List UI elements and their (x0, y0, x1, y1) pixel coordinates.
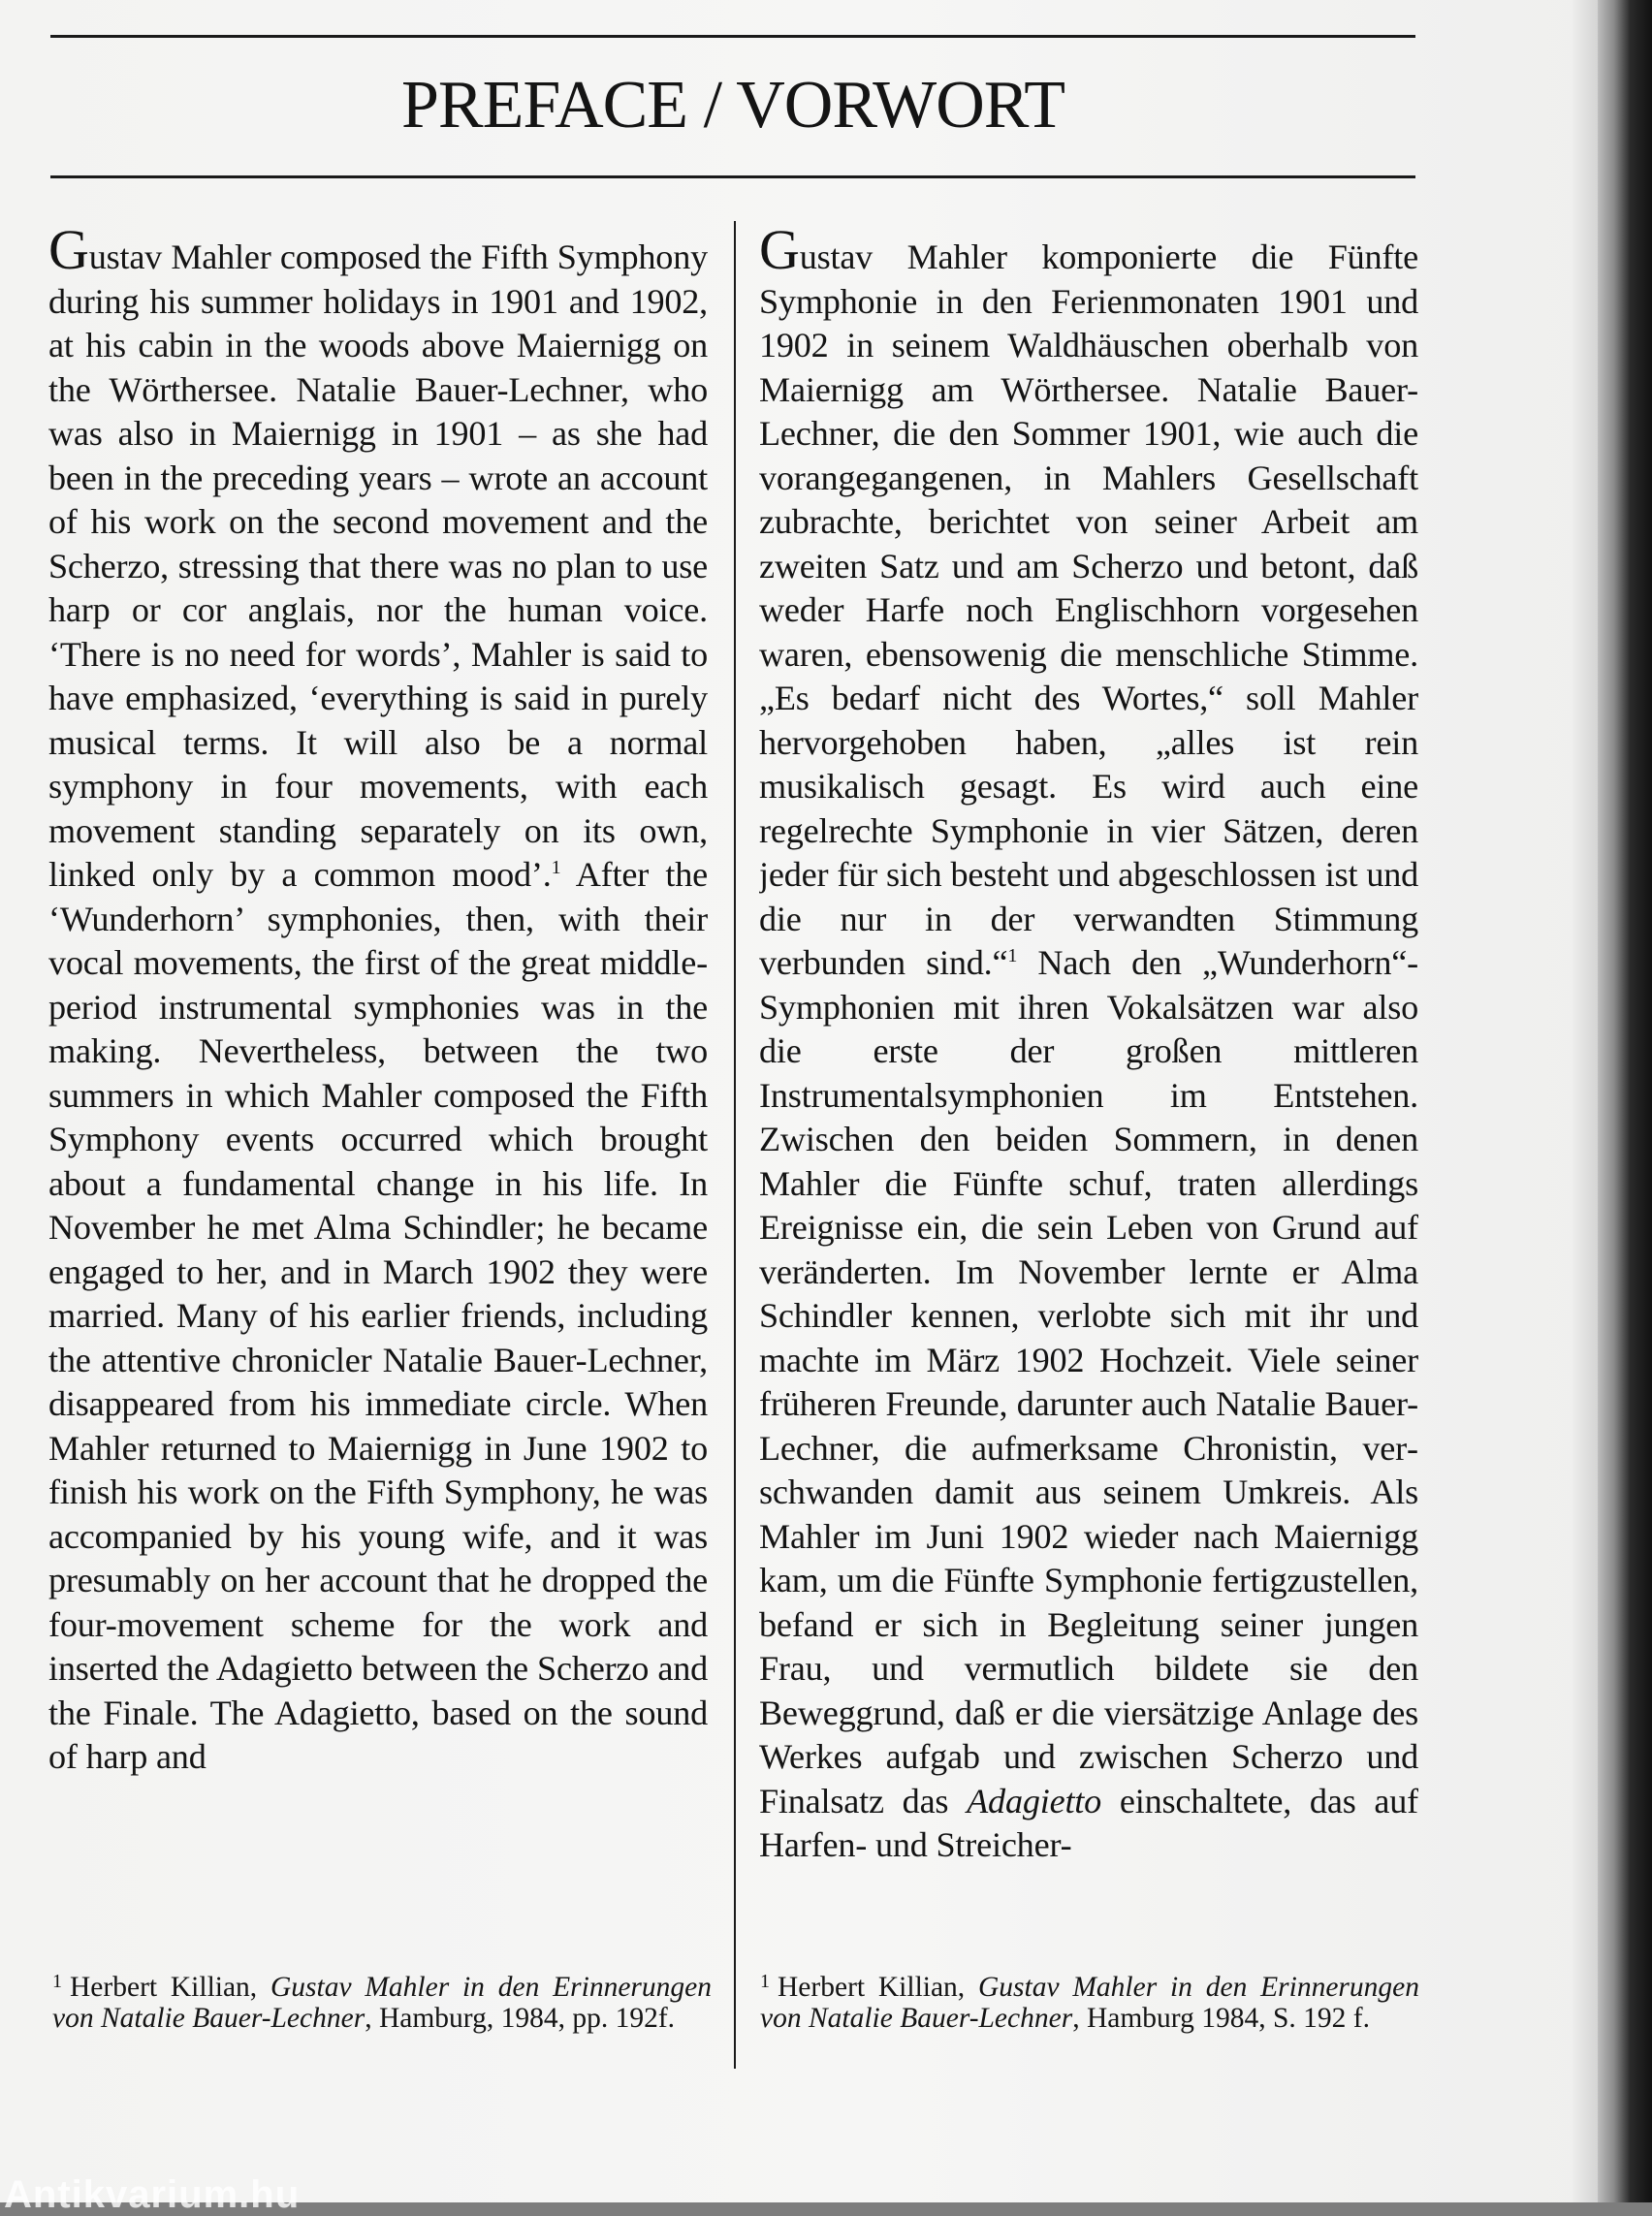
german-adagietto-italic: Adagietto (967, 1781, 1102, 1820)
german-footnote-publication: , Hamburg 1984, S. 192 f. (1072, 2003, 1370, 2034)
english-body (48, 231, 708, 1780)
german-text-part-2: Nach den „Wunderhorn“-Symphonien mit ihren Vokalsätzen war also die erste der großen mittleren Instrumentalsymphonien im Entstehen. Zwischen den beiden Sommern, in denen Mahler die Fünfte schuf, traten allerdings Ereignisse ein, die sein Leben von Grund auf veränderten. Im November lernte er Alma Schindler kennen, verlobte sich mit ihr und machte im März 1902 Hochzeit. Viele seiner früheren Freunde, darunter auch Natalie Bauer-Lechner, die aufmerksame Chronistin, verschwanden damit aus seinem Umkreis. Als Mahler im Juni 1902 wieder nach Maiernigg kam, um die Fünfte Symphonie fertigzustellen, befand er sich in Begleitung seiner jungen Frau, und vermutlich bildete sie den Beweggrund, daß er die viersätzige Anlage des Werkes aufgab und zwischen Scherzo und Finalsatz das (759, 943, 1418, 1820)
german-footnote-marker: 1 (1007, 945, 1018, 966)
german-column (759, 231, 1418, 1917)
german-footnote (760, 1972, 1419, 2034)
english-column (48, 231, 708, 1917)
german-dropcap: G (759, 231, 800, 281)
german-footnote-author: Herbert Killian, (778, 1972, 978, 2003)
english-footnote (52, 1972, 712, 2034)
english-text-part-1: ustav Mahler composed the Fifth Symphony during his summer holidays in 1901 and 1902, at his cabin in the woods above Maiernigg on the Wörthersee. Natalie Bauer-Lechner, who was also in Maiernigg in 1901 – as she had been in the preceding years – wrote an account of his work on the second movement and the Scherzo, stressing that there was no plan to use harp or cor anglais, nor the human voice. ‘There is no need for words’, Mahler is said to have emphasized, ‘everything is said in purely musical terms. It will also be a normal symphony in four movements, with each movement standing separately on its own, linked only by a common mood’. (48, 237, 708, 894)
watermark-text: Antikvarium.hu (4, 2173, 301, 2216)
english-footnote-marker: 1 (551, 857, 561, 878)
german-footnote-book-title: Gustav Mahler in den Erinnerungen von Natalie Bauer-Lechner (760, 1972, 1419, 2034)
page-title: PREFACE / VORWORT (400, 68, 1065, 142)
german-text-part-1: ustav Mahler komponierte die Fünfte Symphonie in den Ferienmonaten 1901 und 1902 in seinem Waldhäuschen oberhalb von Maiernigg am Wörthersee. Natalie Bauer-Lechner, die den Sommer 1901, wie auch die vorangegangenen, in Mahlers Gesellschaft zubrachte, berichtet von seiner Arbeit am zweiten Satz und am Scherzo und betont, daß weder Harfe noch Englischhorn vorgesehen waren, ebensowenig die menschliche Stimme. „Es bedarf nicht des Wortes,“ soll Mahler hervorgehoben haben, „alles ist rein musikalisch gesagt. Es wird auch eine regelrechte Symphonie in vier Sätzen, deren jeder für sich besteht und abgeschlossen ist und die nur in der verwandten Stimmung verbunden sind.“ (759, 237, 1418, 982)
binding-shadow (1571, 0, 1600, 2202)
book-cover-edge (1598, 0, 1652, 2202)
english-dropcap: G (48, 231, 89, 281)
german-text-part-3: einschaltete, das auf Harfen- und Streicher- (759, 1781, 1418, 1864)
english-footnote-number: 1 (52, 1971, 62, 1992)
column-divider (734, 221, 736, 2069)
german-body (759, 231, 1418, 1868)
english-footnote-book-title: Gustav Mahler in den Erinnerungen von Natalie Bauer-Lechner (52, 1972, 712, 2034)
title-rule-top (50, 35, 1415, 38)
german-footnote-number: 1 (760, 1971, 770, 1992)
english-footnote-author: Herbert Killian, (70, 1972, 270, 2003)
english-text-part-2: After the ‘Wunderhorn’ symphonies, then, with their vocal movements, the first of the great middle-period instrumental symphonies was in the making. Nevertheless, between the two summers in which Mahler composed the Fifth Symphony events occurred which brought about a fundamental change in his life. In November he met Alma Schindler; he became engaged to her, and in March 1902 they were married. Many of his earlier friends, including the attentive chronicler Natalie Bauer-Lechner, disappeared from his immediate circle. When Mahler returned to Maiernigg in June 1902 to finish his work on the Fifth Symphony, he was accompanied by his young wife, and it was presumably on her account that he dropped the four-movement scheme for the work and inserted the Adagietto between the Scherzo and the Finale. The Adagietto, based on the sound of harp and (48, 855, 708, 1776)
title-rule-bottom (50, 175, 1415, 178)
english-footnote-publication: , Hamburg, 1984, pp. 192f. (365, 2003, 676, 2034)
